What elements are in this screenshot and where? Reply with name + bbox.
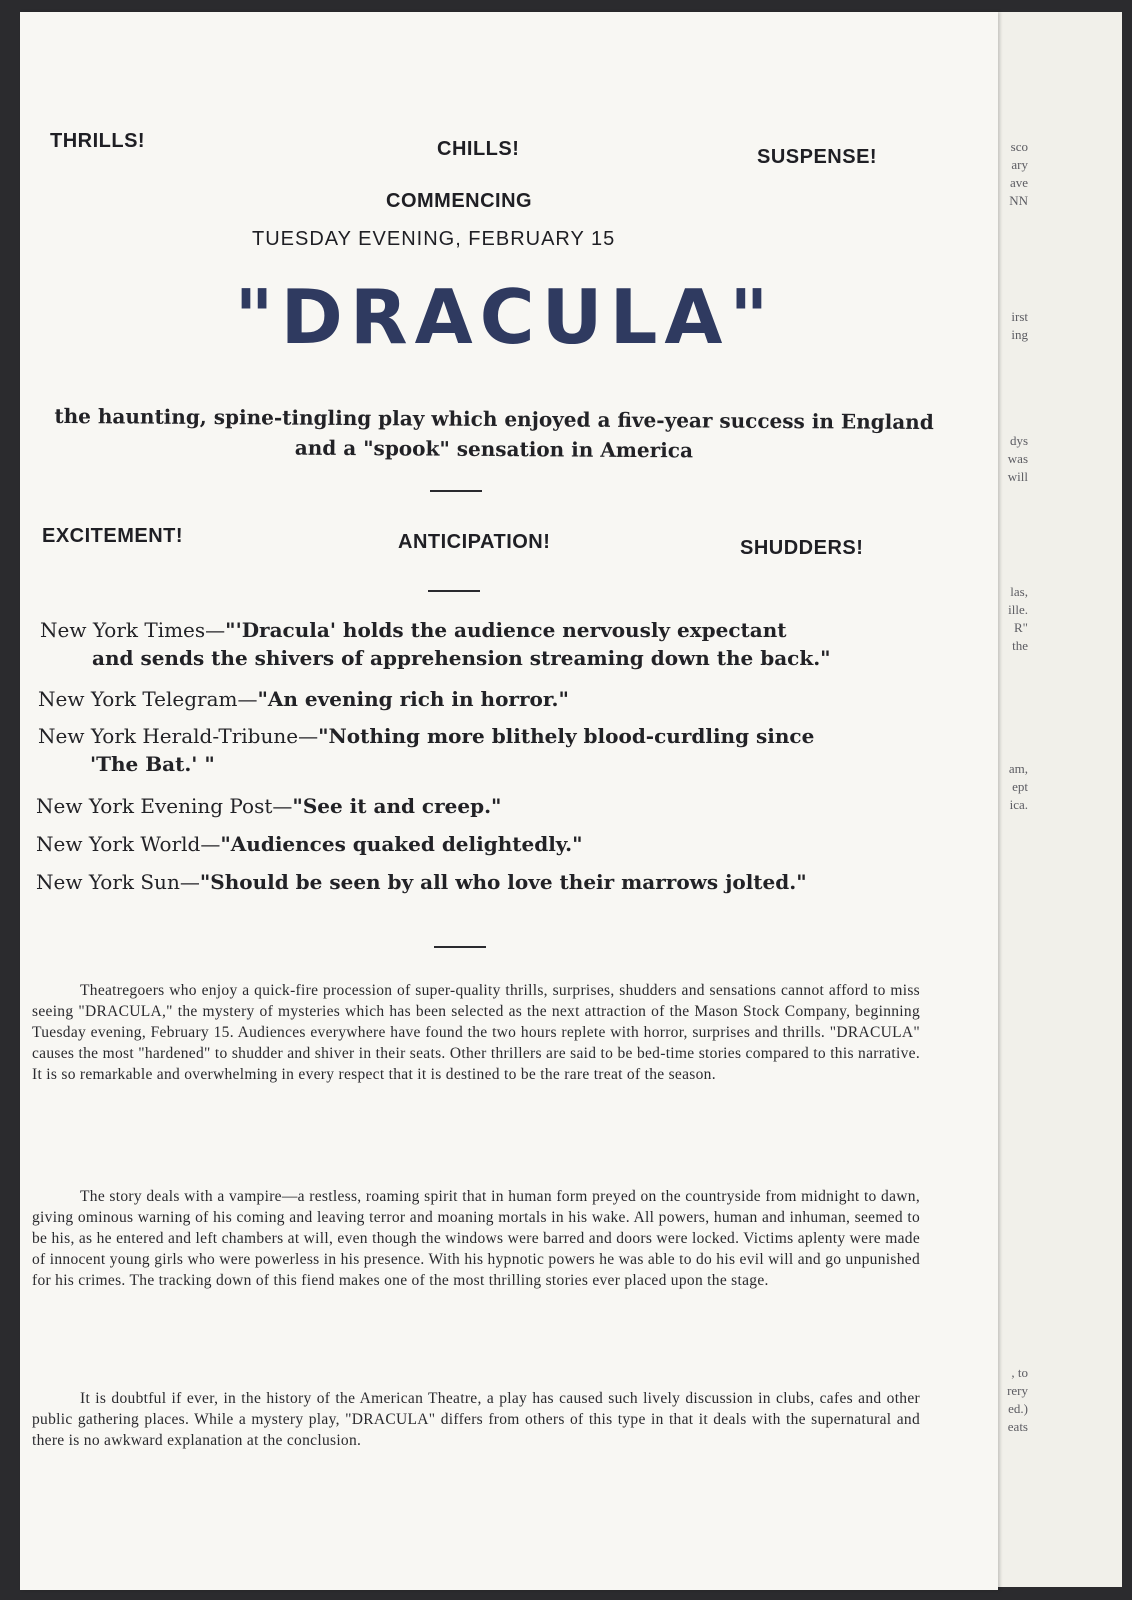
back-page-fragment: sco ary ave NN bbox=[1009, 139, 1028, 208]
review-paper: New York Herald-Tribune bbox=[38, 724, 299, 748]
header-anticipation: ANTICIPATION! bbox=[398, 531, 551, 553]
header-shudders: SHUDDERS! bbox=[740, 537, 864, 559]
review-paper: New York World bbox=[36, 832, 201, 856]
review-quote: "An evening rich in horror." bbox=[257, 687, 569, 711]
review-quote-continued: and sends the shivers of apprehension streaming down the back." bbox=[92, 646, 831, 670]
review-dash: — bbox=[179, 870, 200, 894]
body-paragraph: Theatregoers who enjoy a quick-fire procession of super-quality thrills, surprises, shudders and sensations cannot afford to miss seeing "DRACULA," the mystery of mysteries which has been selected as the next attraction of the Mason Stock Company, beginning Tuesday evening, February 15. Audiences everywhere have found the two hours replete with horror, surprises and thrills. "DRACULA" causes the most "hardened" to shudder and shiver in their seats. Other thrillers are said to be bed-time stories compared to this narrative. It is so remarkable and overwhelming in every respect that it is destined to be the rare treat of the season. bbox=[32, 982, 920, 1083]
review-item bbox=[40, 616, 831, 672]
divider bbox=[428, 590, 480, 592]
review-quote: "See it and creep." bbox=[292, 794, 502, 818]
play-title: "DRACULA" bbox=[234, 273, 776, 361]
body-paragraph: It is doubtful if ever, in the history of the American Theatre, a play has caused such lively discussion in clubs, cafes and other public gathering places. While a mystery play, "DRACULA" differs from others of this type in that it deals with the supernatural and there is no awkward explanation at the conclusion. bbox=[32, 1390, 920, 1449]
date-line: TUESDAY EVENING, FEBRUARY 15 bbox=[252, 228, 616, 250]
review-item bbox=[38, 722, 814, 778]
review-item bbox=[36, 830, 583, 858]
body-paragraph: The story deals with a vampire—a restless, roaming spirit that in human form preyed on the countryside from midnight to dawn, giving ominous warning of his coming and leaving terror and moaning mortals in his wake. All powers, human and inhuman, seemed to be his, as he entered and left chambers at will, even though the windows were barred and doors were locked. Victims aplenty were made of innocent young girls who were powerless in his presence. With his hypnotic powers he was able to do his evil will and go unpunished for his crimes. The tracking down of this fiend makes one of the most thrilling stories ever placed upon the stage. bbox=[32, 1188, 920, 1289]
header-excitement: EXCITEMENT! bbox=[42, 525, 184, 547]
divider bbox=[430, 490, 482, 492]
back-page-fragment: irst ing bbox=[1011, 309, 1028, 342]
review-item bbox=[38, 685, 569, 713]
handbill-page bbox=[20, 12, 998, 1590]
header-suspense: SUSPENSE! bbox=[757, 146, 878, 168]
divider bbox=[434, 946, 486, 948]
back-page-fragment: am, ept ica. bbox=[1008, 761, 1028, 812]
review-paper: New York Telegram bbox=[38, 687, 238, 711]
review-paper: New York Times bbox=[40, 618, 206, 642]
back-page-fragment: dys was will bbox=[1007, 433, 1028, 484]
header-thrills: THRILLS! bbox=[50, 130, 146, 152]
review-quote: "Should be seen by all who love their marrows jolted." bbox=[199, 870, 807, 894]
review-quote: "'Dracula' holds the audience nervously expectant bbox=[225, 618, 787, 642]
review-dash: — bbox=[237, 687, 258, 711]
review-paper: New York Sun bbox=[36, 870, 180, 894]
review-dash: — bbox=[200, 832, 221, 856]
tagline: the haunting, spine-tingling play which enjoyed a five-year success in England and a "spook" sensation in America bbox=[54, 403, 934, 463]
review-dash: — bbox=[205, 618, 226, 642]
commencing-label: COMMENCING bbox=[386, 190, 533, 212]
review-quote: "Audiences quaked delightedly." bbox=[220, 832, 583, 856]
review-item bbox=[36, 868, 807, 896]
review-dash: — bbox=[298, 724, 319, 748]
review-item bbox=[36, 792, 501, 820]
header-chills: CHILLS! bbox=[437, 138, 520, 160]
back-page-fragment: , to rery ed.) eats bbox=[1007, 1365, 1028, 1434]
review-paper: New York Evening Post bbox=[36, 794, 273, 818]
review-quote: "Nothing more blithely blood-curdling since bbox=[318, 724, 815, 748]
review-dash: — bbox=[272, 794, 293, 818]
review-quote-continued: 'The Bat.' " bbox=[90, 752, 215, 776]
back-page-fragment: las, ille. R" the bbox=[1008, 584, 1028, 653]
